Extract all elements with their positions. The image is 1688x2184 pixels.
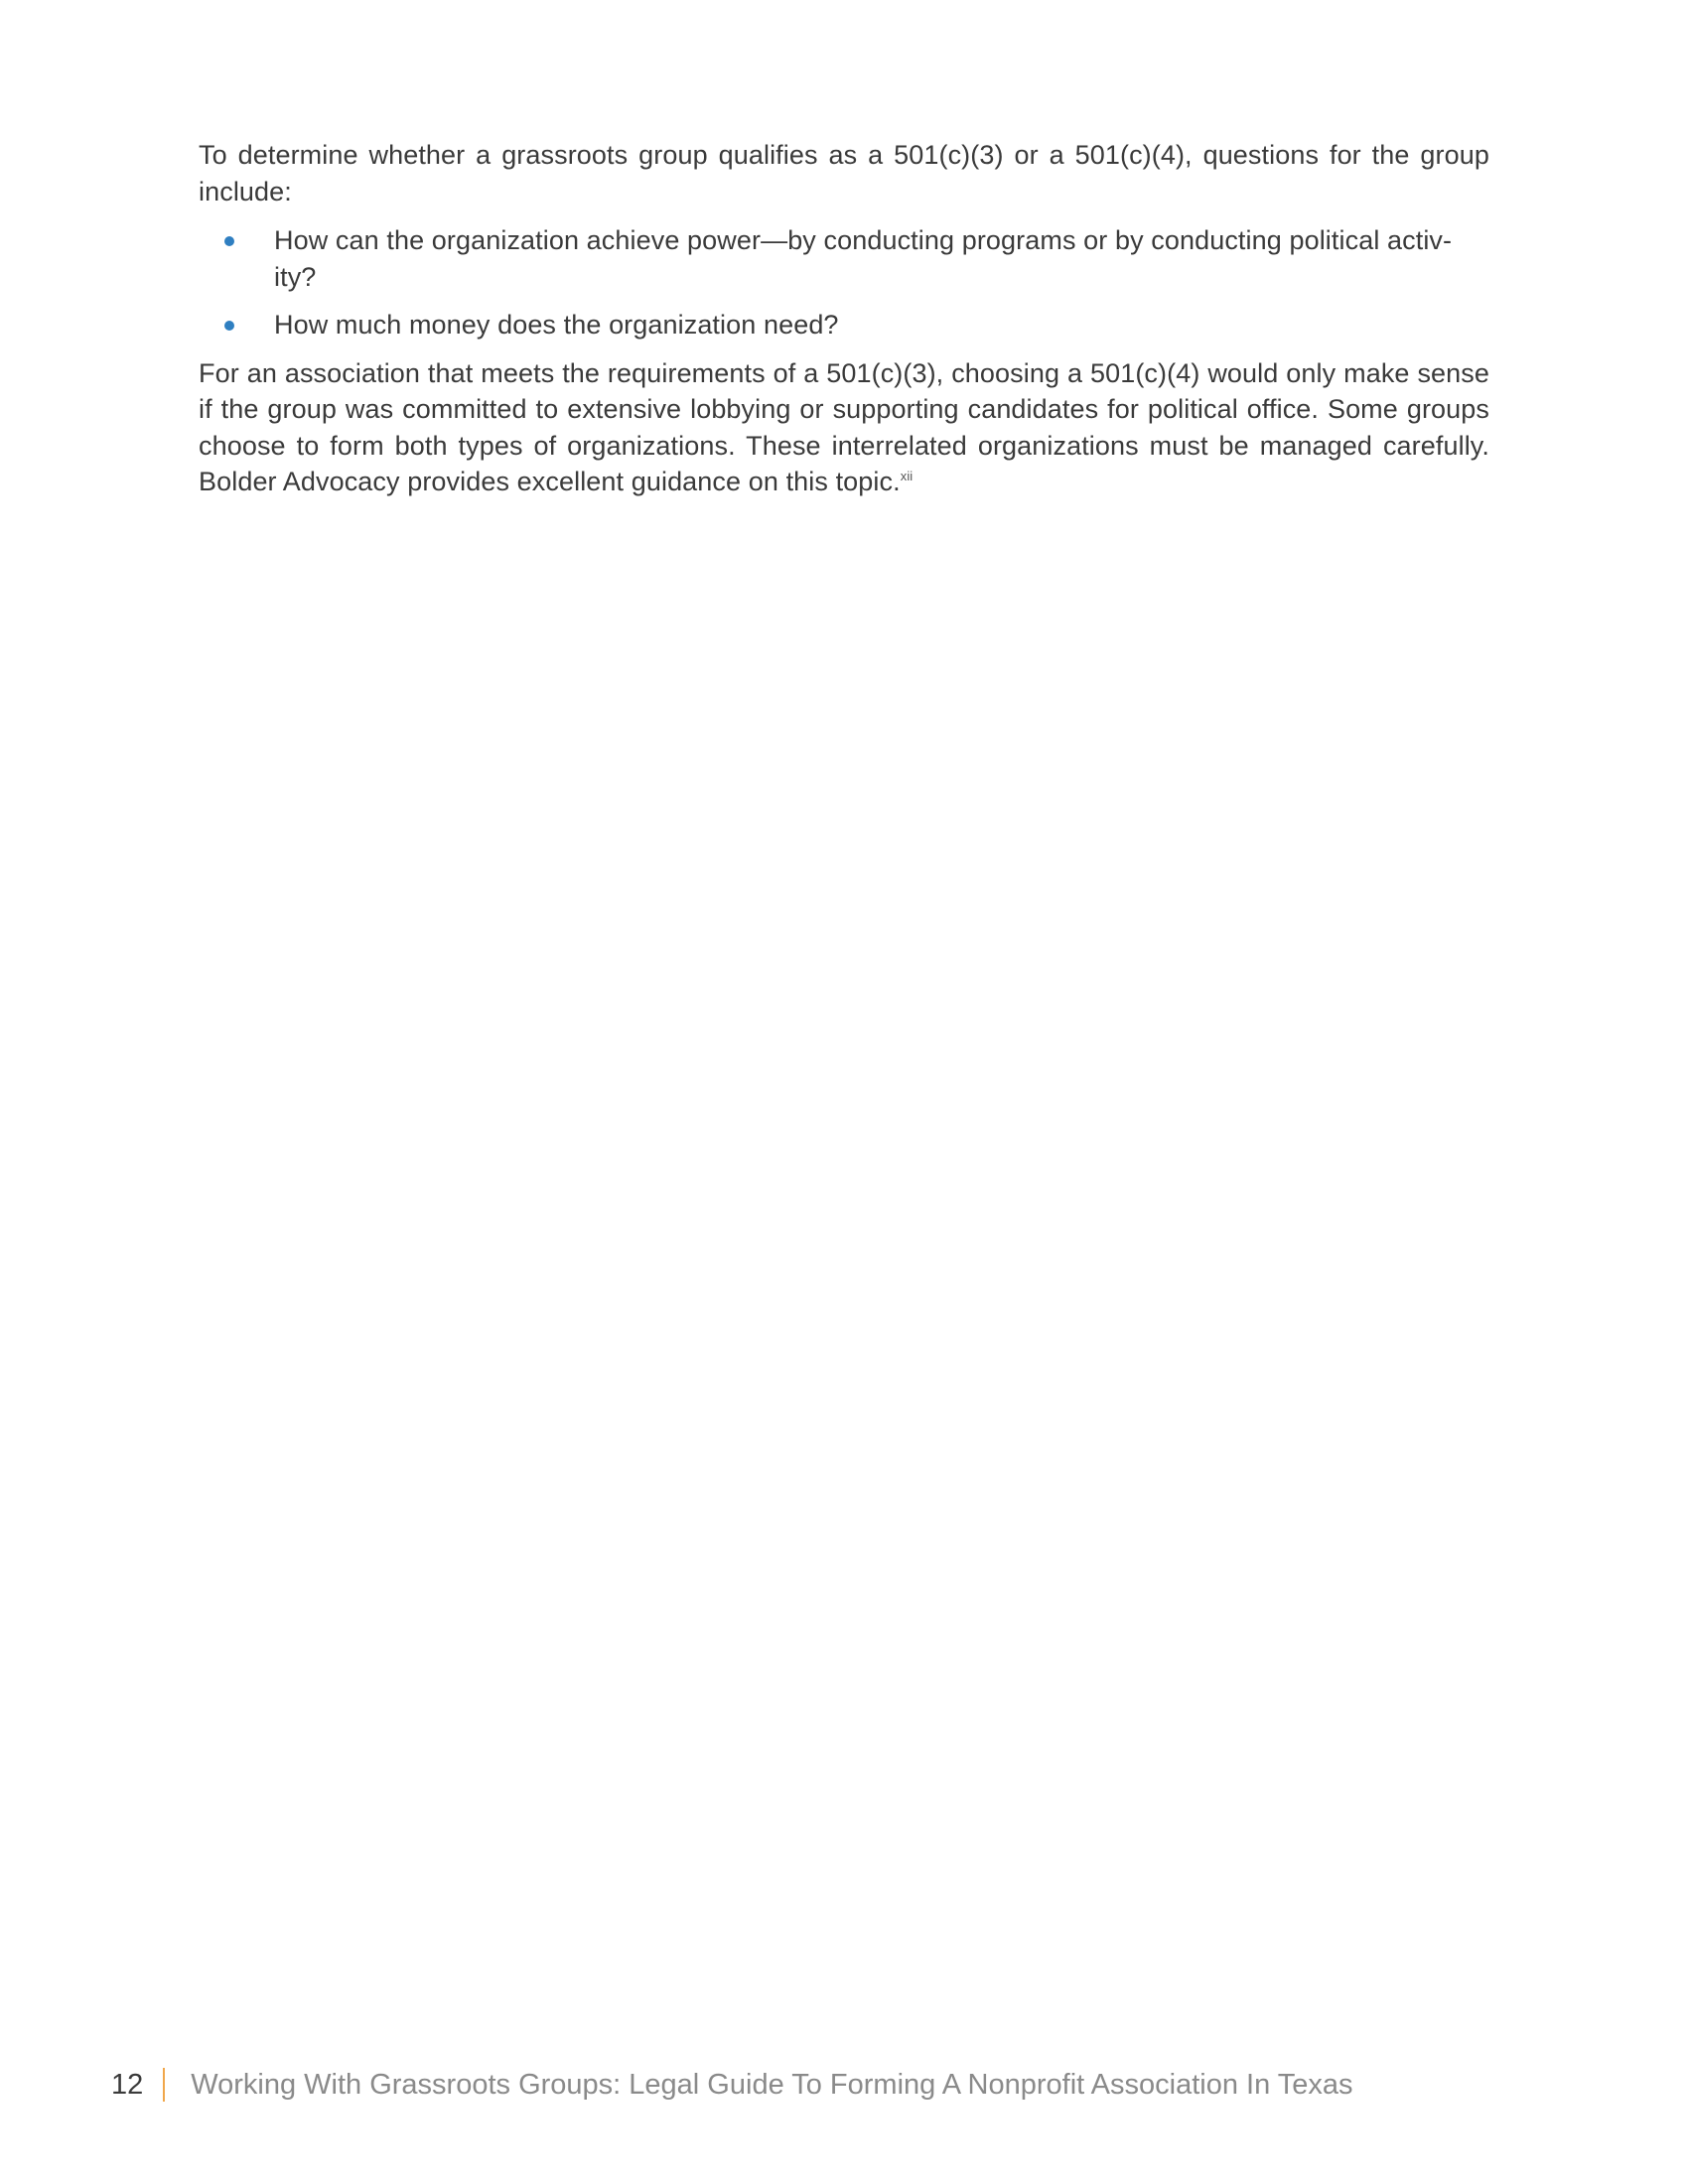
bullet-dot-icon xyxy=(224,321,234,331)
bullet-list xyxy=(199,222,1489,343)
list-item xyxy=(199,222,1489,295)
page-number: 12 xyxy=(111,2068,144,2101)
list-item xyxy=(199,307,1489,343)
intro-paragraph: To determine whether a grassroots group qualifies as a 501(c)(3) or a 501(c)(4), questions for the group include: xyxy=(199,140,1489,206)
document-body xyxy=(199,137,1489,500)
paragraph-text: For an association that meets the requirements of a 501(c)(3), choosing a 501(c)(4) would only make sense if the group was committed to extensive lobbying or supporting candidates for political office. Some groups choose to form both types of organizations. These interrelated organizations must be managed carefully. Bolder Advocacy provides excellent guidance on this topic. xyxy=(199,357,1489,496)
bullet-dot-icon xyxy=(224,236,234,246)
page-footer xyxy=(111,2065,1353,2105)
list-item-text: How can the organization achieve power—by conducting programs or by conducting political activ-ity? xyxy=(274,225,1453,292)
footer-title: Working With Grassroots Groups: Legal Guide To Forming A Nonprofit Association In Texas xyxy=(191,2068,1353,2101)
footnote-marker[interactable]: xii xyxy=(900,469,914,483)
footer-separator xyxy=(163,2068,165,2102)
list-item-text: How much money does the organization need? xyxy=(274,310,839,340)
body-paragraph xyxy=(199,355,1489,500)
